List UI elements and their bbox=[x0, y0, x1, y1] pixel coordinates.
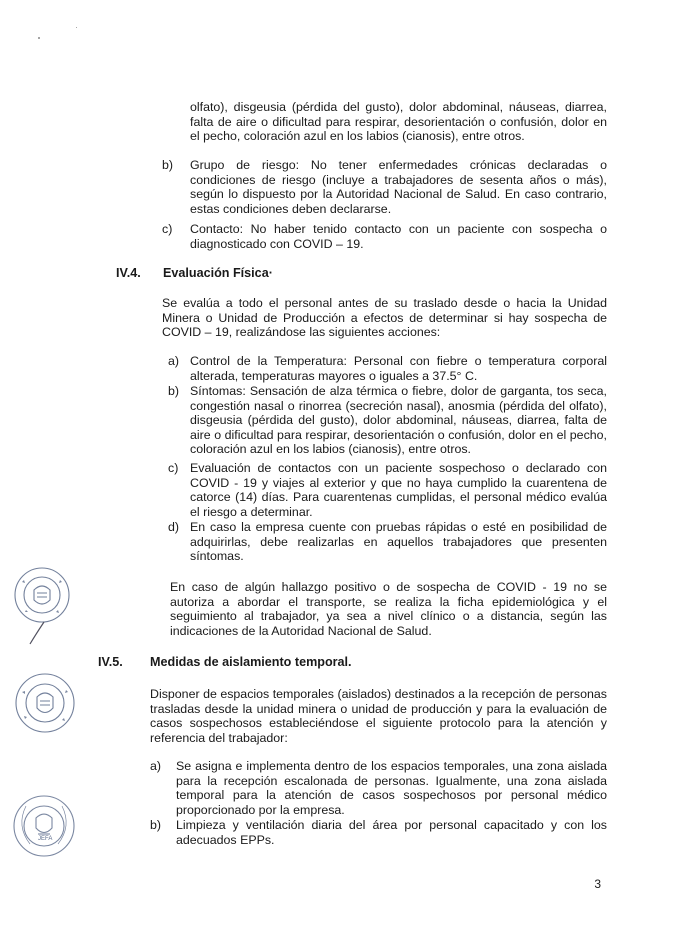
list-text: Evaluación de contactos con un paciente sospechoso o declarado con COVID - 19 y viajes al exterior y que no haya cumplido la cuarentena de catorce (14) días. Para cuarentenas cumplidas, el personal médico evalúa el riesgo a determinar. bbox=[190, 461, 607, 519]
page-number: 3 bbox=[594, 877, 601, 891]
section-title: Evaluación Física· bbox=[163, 266, 273, 280]
list-text: Contacto: No haber tenido contacto con un paciente con sospecha o diagnosticado con COVID – 19. bbox=[190, 222, 607, 251]
list-item bbox=[150, 818, 607, 847]
section-number: IV.5. bbox=[98, 655, 123, 669]
list-marker: a) bbox=[150, 759, 162, 773]
list-item bbox=[168, 520, 607, 564]
list-text: Se asigna e implementa dentro de los espacios temporales, una zona aislada para la recepción escalonada de personas. Igualmente, una zona aislada temporal para la atención de casos sospechosos por personal médico proporcionado por la empresa. bbox=[176, 759, 607, 817]
ministry-seal-stamp bbox=[12, 560, 72, 646]
section-heading bbox=[116, 266, 273, 281]
list-marker: c) bbox=[162, 222, 173, 236]
list-marker: b) bbox=[150, 818, 162, 832]
section-closing: En caso de algún hallazgo positivo o de sospecha de COVID - 19 no se autoriza a abordar el transporte, se realiza la ficha epidemiológica y el seguimiento al trabajador, ya sea a nivel clínico o a distancia, según las indicaciones de la Autoridad Nacional de Salud. bbox=[170, 580, 607, 638]
list-item bbox=[168, 354, 607, 383]
list-marker: d) bbox=[168, 520, 180, 534]
section-intro: Se evalúa a todo el personal antes de su traslado desde o hacia la Unidad Minera o Unidad de Producción a efectos de determinar si hay sospecha de COVID – 19, realizándose las siguientes acciones: bbox=[162, 296, 607, 340]
list-item bbox=[150, 759, 607, 817]
list-marker: b) bbox=[162, 158, 174, 172]
list-text: Síntomas: Sensación de alza térmica o fiebre, dolor de garganta, tos seca, congestión nasal o rinorrea (secreción nasal), anosmia (pérdida del olfato), disgeusia (pérdida del gusto), dolor abdominal, náuseas, diarrea, falta de aire o dificultad para respirar, desorientación o confusión, dolor en el pecho, coloración azul en los labios (cianosis), entre otros. bbox=[190, 384, 607, 457]
list-item bbox=[168, 461, 607, 519]
section-heading bbox=[98, 655, 352, 670]
list-marker: a) bbox=[168, 354, 180, 368]
ministry-seal-stamp bbox=[14, 672, 76, 734]
scan-speck bbox=[76, 27, 77, 28]
list-item bbox=[168, 384, 607, 457]
section-number: IV.4. bbox=[116, 266, 141, 280]
scan-speck bbox=[38, 37, 40, 39]
list-text: Grupo de riesgo: No tener enfermedades crónicas declaradas o condiciones de riesgo (incluye a trabajadores de sesenta años o más), según lo dispuesto por la Autoridad Nacional de Salud. En caso contrario, estas condiciones deben declararse. bbox=[190, 158, 607, 216]
list-text: Limpieza y ventilación diaria del área por personal capacitado y con los adecuados EPPs. bbox=[176, 818, 607, 847]
list-text: En caso la empresa cuente con pruebas rápidas o esté en posibilidad de adquirirlas, debe realizarlas en aquellos trabajadores que presenten síntomas. bbox=[190, 520, 607, 564]
list-text: Control de la Temperatura: Personal con fiebre o temperatura corporal alterada, temperaturas mayores o iguales a 37.5° C. bbox=[190, 354, 607, 383]
section-intro: Disponer de espacios temporales (aislados) destinados a la recepción de personas trasladas desde la unidad minera o unidad de producción y para la evaluación de casos sospechosos estableciéndose el siguiente protocolo para la atención y referencia del trabajador: bbox=[150, 687, 607, 745]
list-marker: c) bbox=[168, 461, 179, 475]
svg-text:JEFA: JEFA bbox=[38, 836, 53, 842]
section-title: Medidas de aislamiento temporal. bbox=[150, 655, 352, 669]
list-item bbox=[162, 222, 607, 251]
continuation-paragraph: olfato), disgeusia (pérdida del gusto), dolor abdominal, náuseas, diarrea, falta de aire o dificultad para respirar, desorientación o confusión, dolor en el pecho, coloración azul en los labios (cianosis), entre otros. bbox=[190, 100, 607, 144]
list-item bbox=[162, 158, 607, 216]
list-marker: b) bbox=[168, 384, 180, 398]
ministry-seal-stamp bbox=[12, 794, 76, 858]
